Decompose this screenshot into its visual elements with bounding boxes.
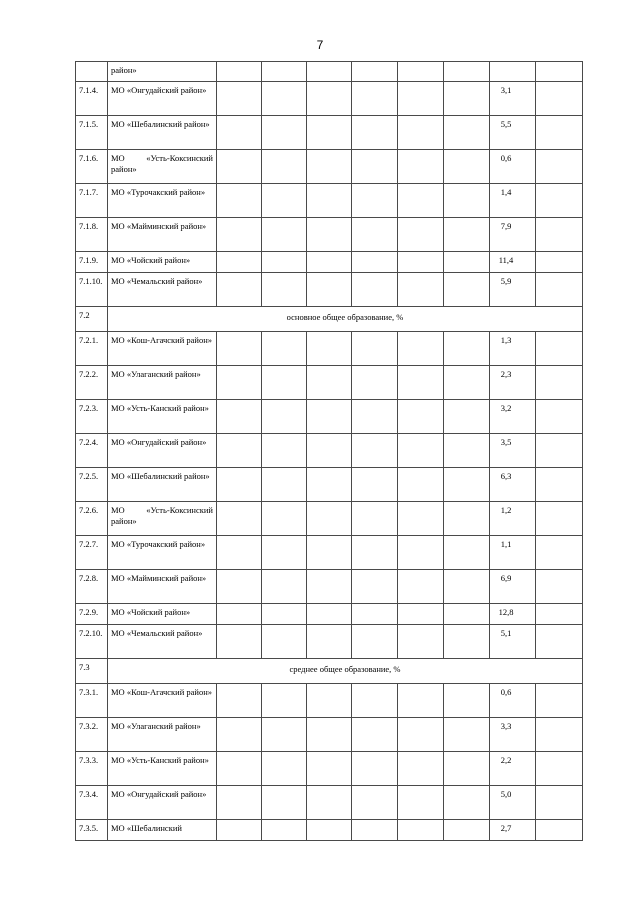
empty-cell — [398, 62, 444, 82]
empty-cell — [444, 536, 490, 570]
district-name-cell — [108, 718, 217, 752]
value-cell: 3,3 — [490, 718, 536, 752]
empty-cell — [217, 252, 262, 273]
table-row — [76, 786, 583, 820]
district-name: МО «Усть-Коксинский район» — [111, 153, 213, 174]
table-row — [76, 820, 583, 841]
empty-cell — [398, 820, 444, 841]
empty-cell — [262, 718, 307, 752]
empty-cell — [352, 273, 398, 307]
table-row — [76, 82, 583, 116]
empty-cell — [398, 332, 444, 366]
empty-cell — [536, 62, 583, 82]
row-number-cell: 7.3.5. — [76, 820, 108, 841]
district-name: МО «Чойский район» — [111, 607, 191, 617]
empty-cell — [307, 184, 352, 218]
section-header-row — [76, 307, 583, 332]
empty-cell — [262, 502, 307, 536]
empty-cell — [352, 150, 398, 184]
district-name-cell — [108, 752, 217, 786]
row-number-cell: 7.2.2. — [76, 366, 108, 400]
empty-cell — [262, 332, 307, 366]
row-number-cell: 7.3.2. — [76, 718, 108, 752]
empty-cell — [217, 604, 262, 625]
page-number: 7 — [316, 38, 324, 52]
district-name: МО «Улаганский район» — [111, 721, 201, 731]
row-number-cell: 7.3.4. — [76, 786, 108, 820]
empty-cell — [217, 786, 262, 820]
row-number-cell: 7.1.8. — [76, 218, 108, 252]
value-cell: 5,1 — [490, 625, 536, 659]
district-name: МО «Чемальский район» — [111, 276, 203, 286]
empty-cell — [398, 718, 444, 752]
empty-cell — [262, 366, 307, 400]
empty-cell — [536, 684, 583, 718]
empty-cell — [444, 366, 490, 400]
empty-cell — [217, 150, 262, 184]
section-title-cell: основное общее образование, % — [108, 307, 583, 332]
empty-cell — [352, 332, 398, 366]
empty-cell — [262, 252, 307, 273]
district-name-cell — [108, 468, 217, 502]
empty-cell — [352, 116, 398, 150]
value-cell: 1,3 — [490, 332, 536, 366]
empty-cell — [444, 82, 490, 116]
row-number-cell: 7.3.3. — [76, 752, 108, 786]
empty-cell — [352, 604, 398, 625]
empty-cell — [536, 252, 583, 273]
district-name: МО «Майминский район» — [111, 573, 207, 583]
empty-cell — [307, 273, 352, 307]
value-cell — [490, 62, 536, 82]
empty-cell — [536, 184, 583, 218]
empty-cell — [536, 752, 583, 786]
empty-cell — [217, 400, 262, 434]
value-cell: 6,3 — [490, 468, 536, 502]
empty-cell — [398, 786, 444, 820]
row-number-cell: 7.2.5. — [76, 468, 108, 502]
empty-cell — [398, 273, 444, 307]
empty-cell — [444, 218, 490, 252]
empty-cell — [352, 536, 398, 570]
value-cell: 12,8 — [490, 604, 536, 625]
section-title-cell: среднее общее образование, % — [108, 659, 583, 684]
empty-cell — [536, 502, 583, 536]
district-name: МО «Онгудайский район» — [111, 85, 207, 95]
district-name: МО «Усть-Коксинский район» — [111, 505, 213, 526]
table-row — [76, 434, 583, 468]
row-number-cell: 7.2.6. — [76, 502, 108, 536]
table-row — [76, 502, 583, 536]
empty-cell — [217, 684, 262, 718]
district-name: МО «Чемальский район» — [111, 628, 203, 638]
empty-cell — [307, 604, 352, 625]
empty-cell — [307, 82, 352, 116]
empty-cell — [217, 502, 262, 536]
empty-cell — [536, 604, 583, 625]
district-name-cell — [108, 570, 217, 604]
district-name: МО «Шебалинский район» — [111, 119, 210, 129]
empty-cell — [262, 468, 307, 502]
empty-cell — [444, 62, 490, 82]
value-cell: 1,1 — [490, 536, 536, 570]
empty-cell — [307, 570, 352, 604]
empty-cell — [307, 536, 352, 570]
table-row — [76, 625, 583, 659]
district-name-cell — [108, 273, 217, 307]
empty-cell — [262, 273, 307, 307]
empty-cell — [352, 752, 398, 786]
district-name-cell — [108, 502, 217, 536]
empty-cell — [398, 536, 444, 570]
row-number-cell: 7.2.1. — [76, 332, 108, 366]
district-name: МО «Чойский район» — [111, 255, 191, 265]
empty-cell — [536, 273, 583, 307]
district-name-cell — [108, 434, 217, 468]
row-number-cell: 7.1.6. — [76, 150, 108, 184]
empty-cell — [262, 184, 307, 218]
empty-cell — [217, 82, 262, 116]
row-number-cell: 7.1.4. — [76, 82, 108, 116]
empty-cell — [262, 536, 307, 570]
empty-cell — [307, 752, 352, 786]
empty-cell — [217, 570, 262, 604]
value-cell: 1,4 — [490, 184, 536, 218]
district-name: МО «Майминский район» — [111, 221, 207, 231]
district-name: МО «Кош-Агачский район» — [111, 687, 213, 697]
empty-cell — [398, 400, 444, 434]
empty-cell — [217, 366, 262, 400]
empty-cell — [307, 786, 352, 820]
value-cell: 5,9 — [490, 273, 536, 307]
empty-cell — [262, 62, 307, 82]
value-cell: 1,2 — [490, 502, 536, 536]
row-number-cell: 7.2.4. — [76, 434, 108, 468]
row-number-cell: 7.2.3. — [76, 400, 108, 434]
row-number-cell: 7.3 — [76, 659, 108, 684]
empty-cell — [262, 625, 307, 659]
empty-cell — [398, 218, 444, 252]
value-cell: 7,9 — [490, 218, 536, 252]
district-name: МО «Шебалинский район» — [111, 471, 210, 481]
empty-cell — [262, 82, 307, 116]
empty-cell — [307, 684, 352, 718]
empty-cell — [352, 252, 398, 273]
value-cell: 2,2 — [490, 752, 536, 786]
empty-cell — [536, 625, 583, 659]
row-number-cell: 7.2.7. — [76, 536, 108, 570]
empty-cell — [262, 820, 307, 841]
value-cell: 3,1 — [490, 82, 536, 116]
empty-cell — [536, 536, 583, 570]
empty-cell — [444, 434, 490, 468]
value-cell: 2,3 — [490, 366, 536, 400]
district-name-cell — [108, 820, 217, 841]
empty-cell — [352, 718, 398, 752]
empty-cell — [444, 252, 490, 273]
district-name-cell — [108, 184, 217, 218]
district-name-cell — [108, 625, 217, 659]
empty-cell — [307, 218, 352, 252]
table-row — [76, 400, 583, 434]
empty-cell — [307, 502, 352, 536]
row-number-cell: 7.3.1. — [76, 684, 108, 718]
value-cell: 3,2 — [490, 400, 536, 434]
table-row — [76, 604, 583, 625]
value-cell: 5,0 — [490, 786, 536, 820]
empty-cell — [352, 218, 398, 252]
district-name-cell — [108, 82, 217, 116]
empty-cell — [536, 718, 583, 752]
empty-cell — [307, 366, 352, 400]
empty-cell — [307, 62, 352, 82]
empty-cell — [217, 184, 262, 218]
empty-cell — [536, 400, 583, 434]
empty-cell — [398, 82, 444, 116]
empty-cell — [536, 434, 583, 468]
empty-cell — [444, 400, 490, 434]
empty-cell — [307, 150, 352, 184]
empty-cell — [398, 116, 444, 150]
empty-cell — [444, 786, 490, 820]
empty-cell — [307, 718, 352, 752]
empty-cell — [398, 502, 444, 536]
empty-cell — [444, 604, 490, 625]
empty-cell — [444, 502, 490, 536]
empty-cell — [262, 604, 307, 625]
value-cell: 5,5 — [490, 116, 536, 150]
empty-cell — [262, 684, 307, 718]
table-row — [76, 184, 583, 218]
empty-cell — [398, 625, 444, 659]
empty-cell — [352, 184, 398, 218]
empty-cell — [307, 332, 352, 366]
empty-cell — [262, 752, 307, 786]
empty-cell — [398, 252, 444, 273]
empty-cell — [352, 434, 398, 468]
empty-cell — [536, 218, 583, 252]
empty-cell — [352, 625, 398, 659]
empty-cell — [352, 502, 398, 536]
district-name-cell — [108, 366, 217, 400]
empty-cell — [536, 82, 583, 116]
table-row — [76, 570, 583, 604]
empty-cell — [217, 536, 262, 570]
empty-cell — [262, 786, 307, 820]
table-row — [76, 62, 583, 82]
empty-cell — [217, 625, 262, 659]
table-row — [76, 116, 583, 150]
district-name: МО «Турочакский район» — [111, 187, 206, 197]
empty-cell — [444, 570, 490, 604]
value-cell: 0,6 — [490, 150, 536, 184]
empty-cell — [262, 218, 307, 252]
empty-cell — [352, 684, 398, 718]
empty-cell — [217, 752, 262, 786]
empty-cell — [217, 273, 262, 307]
empty-cell — [444, 820, 490, 841]
district-name-cell — [108, 218, 217, 252]
empty-cell — [398, 570, 444, 604]
empty-cell — [307, 116, 352, 150]
empty-cell — [352, 62, 398, 82]
empty-cell — [262, 150, 307, 184]
empty-cell — [352, 786, 398, 820]
empty-cell — [217, 62, 262, 82]
empty-cell — [398, 684, 444, 718]
table-row — [76, 273, 583, 307]
district-name-cell — [108, 400, 217, 434]
empty-cell — [352, 468, 398, 502]
empty-cell — [398, 184, 444, 218]
empty-cell — [352, 400, 398, 434]
empty-cell — [352, 570, 398, 604]
empty-cell — [217, 116, 262, 150]
district-name-cell — [108, 332, 217, 366]
district-name-cell — [108, 536, 217, 570]
row-number-cell: 7.1.5. — [76, 116, 108, 150]
value-cell: 2,7 — [490, 820, 536, 841]
empty-cell — [352, 366, 398, 400]
district-name-cell — [108, 604, 217, 625]
empty-cell — [262, 400, 307, 434]
empty-cell — [536, 332, 583, 366]
empty-cell — [217, 332, 262, 366]
row-number-cell: 7.1.10. — [76, 273, 108, 307]
table-row — [76, 252, 583, 273]
district-name: МО «Турочакский район» — [111, 539, 206, 549]
empty-cell — [398, 468, 444, 502]
district-name-cell — [108, 150, 217, 184]
empty-cell — [398, 752, 444, 786]
empty-cell — [444, 150, 490, 184]
table-row — [76, 684, 583, 718]
empty-cell — [307, 400, 352, 434]
table-row — [76, 332, 583, 366]
indicator-table — [75, 61, 583, 841]
empty-cell — [444, 752, 490, 786]
empty-cell — [217, 218, 262, 252]
row-number-cell: 7.1.7. — [76, 184, 108, 218]
value-cell: 6,9 — [490, 570, 536, 604]
row-number-cell: 7.1.9. — [76, 252, 108, 273]
empty-cell — [536, 116, 583, 150]
district-name-cell — [108, 116, 217, 150]
district-name: МО «Онгудайский район» — [111, 789, 207, 799]
district-name-cell — [108, 252, 217, 273]
district-name: район» — [111, 65, 137, 75]
table-row — [76, 468, 583, 502]
table-row — [76, 536, 583, 570]
empty-cell — [217, 468, 262, 502]
empty-cell — [352, 82, 398, 116]
empty-cell — [398, 150, 444, 184]
table-row — [76, 218, 583, 252]
empty-cell — [398, 434, 444, 468]
empty-cell — [217, 820, 262, 841]
table-body — [76, 62, 583, 841]
empty-cell — [307, 468, 352, 502]
district-name: МО «Усть-Канский район» — [111, 403, 209, 413]
empty-cell — [398, 366, 444, 400]
empty-cell — [217, 434, 262, 468]
empty-cell — [307, 252, 352, 273]
empty-cell — [352, 820, 398, 841]
empty-cell — [307, 434, 352, 468]
row-number-cell: 7.2.9. — [76, 604, 108, 625]
district-name: МО «Онгудайский район» — [111, 437, 207, 447]
table-row — [76, 366, 583, 400]
table-row — [76, 150, 583, 184]
row-number-cell: 7.2.10. — [76, 625, 108, 659]
row-number-cell: 7.2 — [76, 307, 108, 332]
value-cell: 11,4 — [490, 252, 536, 273]
row-number-cell: 7.2.8. — [76, 570, 108, 604]
empty-cell — [307, 625, 352, 659]
value-cell: 3,5 — [490, 434, 536, 468]
empty-cell — [444, 332, 490, 366]
empty-cell — [536, 786, 583, 820]
empty-cell — [444, 184, 490, 218]
row-number-cell — [76, 62, 108, 82]
empty-cell — [444, 684, 490, 718]
district-name: МО «Кош-Агачский район» — [111, 335, 213, 345]
district-name: МО «Шебалинский — [111, 823, 182, 833]
table-row — [76, 752, 583, 786]
empty-cell — [262, 570, 307, 604]
empty-cell — [536, 570, 583, 604]
empty-cell — [262, 116, 307, 150]
empty-cell — [536, 468, 583, 502]
empty-cell — [444, 468, 490, 502]
district-name-cell — [108, 684, 217, 718]
empty-cell — [398, 604, 444, 625]
value-cell: 0,6 — [490, 684, 536, 718]
empty-cell — [536, 366, 583, 400]
section-header-row — [76, 659, 583, 684]
district-name-cell — [108, 786, 217, 820]
empty-cell — [444, 718, 490, 752]
empty-cell — [262, 434, 307, 468]
empty-cell — [307, 820, 352, 841]
district-name: МО «Улаганский район» — [111, 369, 201, 379]
empty-cell — [444, 116, 490, 150]
empty-cell — [444, 625, 490, 659]
empty-cell — [536, 150, 583, 184]
table-row — [76, 718, 583, 752]
empty-cell — [217, 718, 262, 752]
empty-cell — [536, 820, 583, 841]
empty-cell — [444, 273, 490, 307]
district-name-cell — [108, 62, 217, 82]
district-name: МО «Усть-Канский район» — [111, 755, 209, 765]
